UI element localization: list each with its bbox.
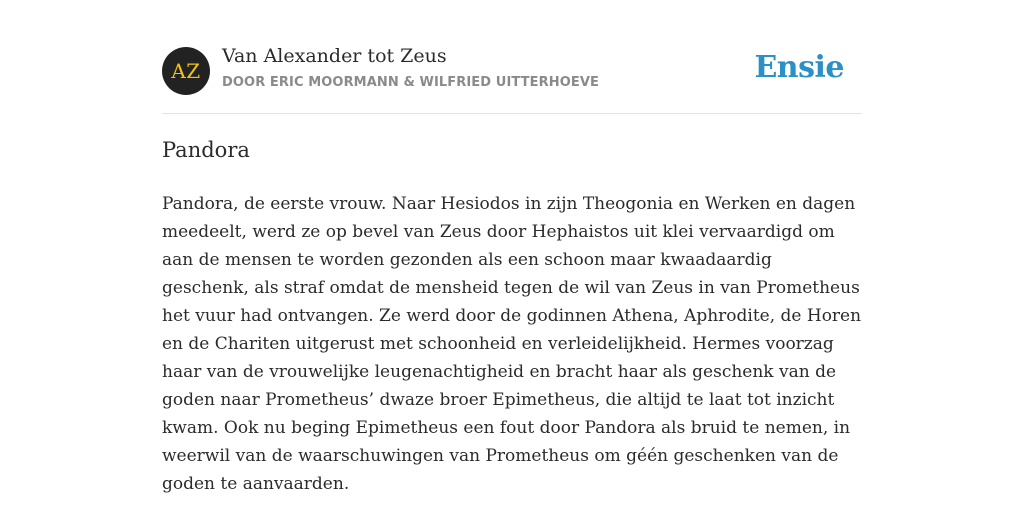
page <box>162 0 862 494</box>
book-avatar[interactable]: AZ <box>162 47 210 95</box>
entry-body: Pandora, de eerste vrouw. Naar Hesiodos in zijn Theogonia en Werken en dagen meedeelt, werd ze op bevel van Zeus door Hephaistos uit klei vervaardigd om aan de mensen te worden gezonden als een schoon maar kwaadaardig geschenk, als straf omdat de mensheid tegen de wil van Zeus in van Prometheus het vuur had ontvangen. Ze werd door de godinnen Athena, Aphrodite, de Horen en de Chariten uitgerust met schoonheid en verleidelijkheid. Hermes voorzag haar van de vrouwelijke leugenachtigheid en bracht haar als geschenk van de goden naar Prometheus’ dwaze broer Epimetheus, die altijd te laat tot inzicht kwam. Ook nu beging Epimetheus een fout door Pandora als bruid te nemen, in weerwil van de waarschuwingen van Prometheus om géén geschenken van de goden te aanvaarden. <box>162 194 862 494</box>
entry-title: Pandora <box>162 138 250 162</box>
ensie-logo-link[interactable]: Ensie <box>754 50 844 85</box>
book-title[interactable]: Van Alexander tot Zeus <box>222 45 447 67</box>
header <box>162 0 862 114</box>
book-authors: DOOR ERIC MOORMANN & WILFRIED UITTERHOEVE <box>222 75 599 90</box>
